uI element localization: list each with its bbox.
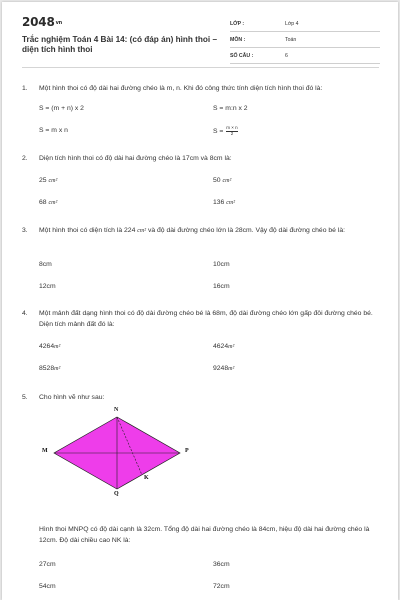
meta-table — [230, 16, 380, 64]
vertex-label-m: M — [42, 448, 48, 454]
option-a[interactable] — [39, 343, 60, 350]
fraction-denominator: 2 — [230, 131, 234, 136]
meta-key: SỐ CÂU : — [230, 53, 254, 59]
option-d[interactable]: 72cm — [213, 583, 230, 590]
option-c[interactable]: 54cm — [39, 583, 56, 590]
question-text: Hình thoi MNPQ có độ dài cạnh là 32cm. Tổng độ dài hai đường chéo là 84cm, hiệu độ dài hai đường chéo là 12cm. Độ dài chiều cao NK là: — [39, 526, 370, 544]
option-c[interactable]: S = m x n — [39, 127, 68, 134]
option-value: 4264 — [39, 343, 55, 350]
question-number: 5. — [22, 394, 28, 401]
question-text: Diện tích hình thoi có độ dài hai đường chéo là 17cm và 8cm là: — [39, 155, 232, 162]
option-c[interactable] — [39, 199, 57, 206]
option-c[interactable]: 12cm — [39, 283, 56, 290]
document-header — [2, 2, 398, 80]
logo-text: 2048 — [22, 15, 55, 29]
fraction-numerator: m × n — [226, 125, 238, 130]
meta-key: LỚP : — [230, 21, 245, 27]
vertex-label-p: P — [185, 448, 189, 454]
question-text-part-b: và độ dài đường chéo lớn là 28cm. Vậy độ dài đường chéo bé là: — [147, 227, 345, 234]
site-logo[interactable] — [22, 15, 62, 29]
option-d[interactable]: 16cm — [213, 283, 230, 290]
option-b[interactable] — [213, 177, 231, 184]
option-d-prefix: S = — [213, 127, 224, 135]
option-b[interactable]: 10cm — [213, 261, 230, 268]
option-a[interactable]: 27cm — [39, 561, 56, 568]
document-page — [2, 2, 398, 600]
option-a[interactable] — [39, 177, 57, 184]
option-a[interactable]: 8cm — [39, 261, 52, 268]
question-unit: cm² — [137, 228, 147, 234]
question-number: 1. — [22, 85, 28, 92]
option-a[interactable]: S = (m + n) x 2 — [39, 105, 84, 112]
option-d[interactable] — [213, 365, 234, 372]
meta-row-class — [230, 16, 380, 32]
option-c[interactable] — [39, 365, 60, 372]
option-unit: m² — [228, 344, 235, 350]
meta-value: 6 — [285, 53, 288, 59]
meta-key: MÔN : — [230, 37, 246, 43]
option-value: 8528 — [39, 365, 55, 372]
option-b[interactable]: S = m:n x 2 — [213, 105, 248, 112]
meta-value: Toán — [285, 37, 297, 43]
header-divider — [22, 67, 379, 68]
option-unit: cm² — [48, 178, 58, 184]
option-value: 9248 — [213, 365, 229, 372]
rhombus-diagram — [38, 407, 203, 502]
option-unit: m² — [54, 344, 61, 350]
option-value: 4624 — [213, 343, 229, 350]
question-text: Một hình thoi có độ dài hai đường chéo là m, n. Khi đó công thức tính diện tích hình thoi đó là: — [39, 85, 323, 92]
point-label-k: K — [144, 475, 149, 481]
question-text-part-a: Một hình thoi có diện tích là 224 — [39, 227, 136, 234]
option-unit: m² — [228, 366, 235, 372]
option-unit: m² — [54, 366, 61, 372]
option-unit: cm² — [222, 178, 232, 184]
option-unit: cm² — [226, 200, 236, 206]
logo-suffix: vn — [55, 19, 63, 26]
option-value: 68 — [39, 199, 47, 206]
meta-value: Lớp 4 — [285, 21, 299, 27]
option-b[interactable] — [213, 343, 234, 350]
question-text: Một mảnh đất dạng hình thoi có độ dài đường chéo bé là 68m, độ dài đường chéo lớn gấp đôi đường chéo bé. Diện tích mảnh đất đó là: — [39, 310, 373, 328]
option-value: 136 — [213, 199, 225, 206]
option-unit: cm² — [48, 200, 58, 206]
vertex-label-n: N — [114, 407, 119, 413]
option-d[interactable] — [213, 199, 235, 206]
option-value: 25 — [39, 177, 47, 184]
question-text: Cho hình vẽ như sau: — [39, 394, 105, 401]
meta-row-subject — [230, 32, 380, 48]
question-number: 4. — [22, 310, 28, 317]
question-text — [39, 225, 379, 237]
option-value: 50 — [213, 177, 221, 184]
option-b[interactable]: 36cm — [213, 561, 230, 568]
rhombus-figure — [38, 407, 203, 502]
question-number: 2. — [22, 155, 28, 162]
fraction — [226, 126, 237, 136]
page-title: Trắc nghiệm Toán 4 Bài 14: (có đáp án) hình thoi – diện tích hình thoi — [22, 35, 218, 54]
question-number: 3. — [22, 227, 28, 234]
vertex-label-q: Q — [114, 491, 119, 497]
meta-row-count — [230, 48, 380, 64]
option-d[interactable] — [213, 126, 238, 136]
